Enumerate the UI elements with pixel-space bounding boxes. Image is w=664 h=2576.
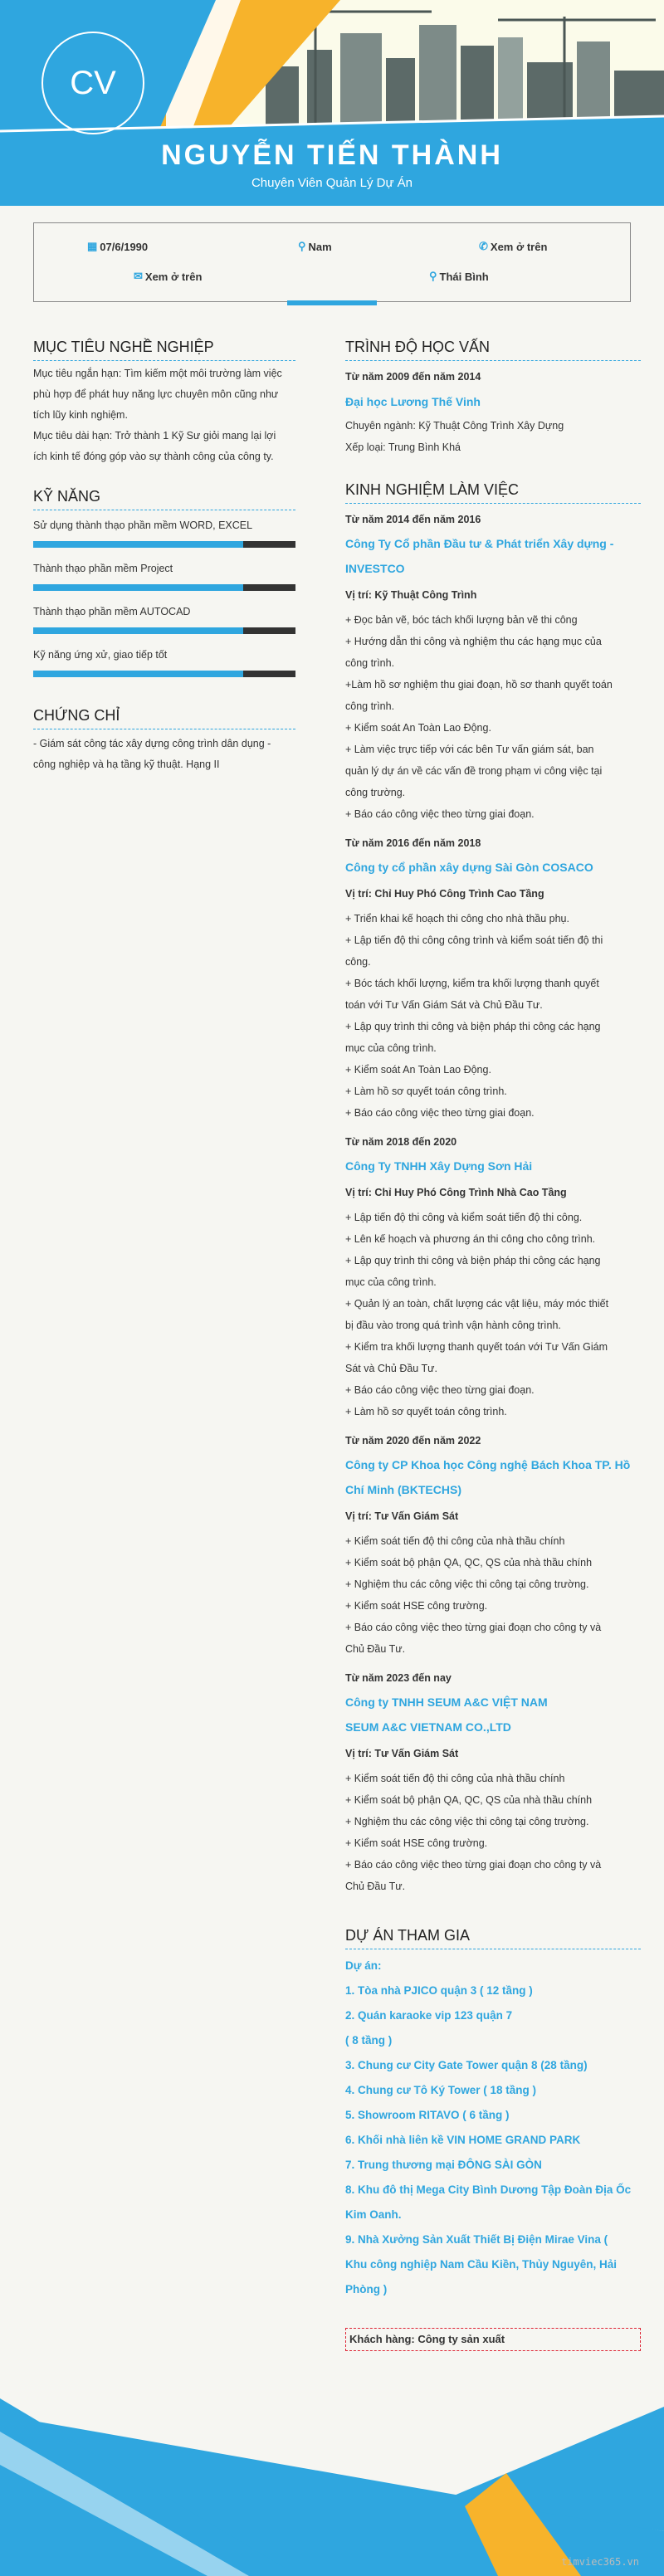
project-line: 2. Quán karaoke vip 123 quận 7	[345, 2009, 513, 2022]
job-position: Vị trí: Chỉ Huy Phó Công Trình Nhà Cao Tầng	[345, 1187, 567, 1198]
skill-fill	[33, 541, 243, 548]
job-duty-line: + Nghiệm thu các công việc thi công tại công trường.	[345, 1578, 589, 1590]
experience-item	[345, 1130, 641, 1422]
project-line: 6. Khối nhà liên kề VIN HOME GRAND PARK	[345, 2134, 581, 2146]
certificates-text	[33, 734, 307, 775]
phone-value: Xem ở trên	[490, 240, 548, 253]
education-grade: Xếp loại: Trung Bình Khá	[345, 442, 461, 453]
job-duty-line: + Lập tiến độ thi công và kiểm soát tiến độ thi công.	[345, 1212, 583, 1223]
project-line: Phòng )	[345, 2283, 388, 2295]
project-line: 8. Khu đô thị Mega City Bình Dương Tập Đoàn Địa Ốc	[345, 2183, 632, 2196]
experience-period: Từ năm 2018 đến 2020	[345, 1136, 457, 1148]
project-line: 4. Chung cư Tô Ký Tower ( 18 tầng )	[345, 2084, 537, 2096]
job-duty-line: công trường.	[345, 787, 406, 798]
personal-info-box	[33, 222, 631, 302]
job-duty-line: + Lập quy trình thi công và biện pháp thi công các hạng	[345, 1021, 601, 1032]
projects-list	[345, 1978, 641, 2302]
job-duty-line: + Kiểm soát HSE công trường.	[345, 1600, 488, 1612]
objective-text	[33, 363, 307, 467]
job-duty-line: + Bóc tách khối lượng, kiểm tra khối lượng thanh quyết	[345, 978, 599, 989]
email-icon: ✉	[134, 270, 143, 282]
job-duty-line: công.	[345, 956, 371, 968]
company-name: Công Ty Cổ phần Đầu tư & Phát triển Xây dựng -	[345, 537, 614, 550]
watermark: timviec365.vn	[561, 2556, 639, 2568]
job-duty-line: + Kiểm tra khối lượng thanh quyết toán với Tư Vấn Giám	[345, 1341, 608, 1353]
calendar-icon: ▦	[87, 240, 98, 252]
email-item	[134, 270, 202, 283]
experience-item	[345, 508, 641, 825]
job-duty-line: + Báo cáo công việc theo từng giai đoạn.	[345, 808, 535, 820]
skill-fill	[33, 584, 243, 591]
objective-line: ích kinh tế đóng góp vào sự thành công của công ty.	[33, 451, 274, 462]
project-line: Khu công nghiệp Nam Cầu Kiền, Thủy Nguyên, Hải	[345, 2258, 618, 2271]
company-name: Công ty TNHH SEUM A&C VIỆT NAM	[345, 1695, 548, 1709]
cv-logo	[42, 32, 144, 134]
experience-item	[345, 832, 641, 1124]
certificate-line: công nghiệp và hạ tầng kỹ thuật. Hạng II	[33, 759, 220, 770]
job-duty-line: mục của công trình.	[345, 1042, 437, 1054]
job-position: Vị trí: Kỹ Thuật Công Trình	[345, 589, 477, 601]
company-name: Công ty CP Khoa học Công nghệ Bách Khoa TP. Hồ	[345, 1458, 631, 1471]
company-name: Công ty cổ phần xây dựng Sài Gòn COSACO	[345, 861, 593, 874]
gender-item	[298, 240, 332, 253]
job-duty-line: + Kiểm soát An Toàn Lao Động.	[345, 1064, 491, 1076]
job-duty-line: + Kiểm soát An Toàn Lao Động.	[345, 722, 491, 734]
objective-line: tích lũy kinh nghiệm.	[33, 409, 128, 421]
header-banner	[0, 0, 664, 206]
company-name: Chí Minh (BKTECHS)	[345, 1483, 461, 1496]
birthday-item	[87, 240, 148, 253]
project-line: 3. Chung cư City Gate Tower quận 8 (28 tầng)	[345, 2059, 588, 2071]
job-duty-line: + Quản lý an toàn, chất lượng các vật liệu, máy móc thiết	[345, 1298, 609, 1310]
job-duty-line: Chủ Đầu Tư.	[345, 1881, 406, 1892]
project-line: 1. Tòa nhà PJICO quận 3 ( 12 tầng )	[345, 1984, 533, 1997]
education-title: TRÌNH ĐỘ HỌC VẤN	[345, 339, 641, 361]
job-duty-line: + Kiểm soát tiến độ thi công của nhà thầu chính	[345, 1773, 565, 1784]
job-duty-line: + Kiểm soát tiến độ thi công của nhà thầu chính	[345, 1535, 565, 1547]
skills-title: KỸ NĂNG	[33, 488, 295, 510]
job-duty-line: công trình.	[345, 657, 395, 669]
address-item	[429, 270, 489, 283]
skill-bar	[33, 627, 295, 634]
client-box: Khách hàng: Công ty sản xuất	[345, 2328, 641, 2351]
job-duty-line: toán với Tư Vấn Giám Sát và Chủ Đầu Tư.	[345, 999, 543, 1011]
skill-label: Thành thạo phần mềm AUTOCAD	[33, 606, 191, 617]
experience-period: Từ năm 2023 đến nay	[345, 1672, 452, 1684]
projects-heading: Dự án:	[345, 1959, 382, 1972]
job-duty-line: + Lập quy trình thi công và biện pháp thi công các hạng	[345, 1255, 601, 1266]
skill-label: Thành thạo phần mềm Project	[33, 563, 173, 574]
experience-period: Từ năm 2014 đến năm 2016	[345, 514, 481, 525]
job-duty-line: + Kiểm soát HSE công trường.	[345, 1837, 488, 1849]
education-period: Từ năm 2009 đến năm 2014	[345, 371, 481, 383]
skill-fill	[33, 627, 243, 634]
certificate-line: - Giám sát công tác xây dựng công trình dân dụng -	[33, 738, 271, 749]
job-duty-line: + Lên kế hoạch và phương án thi công cho công trình.	[345, 1233, 596, 1245]
job-duty-line: + Báo cáo công việc theo từng giai đoạn cho công ty và	[345, 1859, 602, 1871]
education-block	[345, 365, 641, 458]
cv-logo-text: CV	[70, 64, 116, 101]
location-pin-icon: ⚲	[429, 270, 437, 282]
address-value: Thái Bình	[439, 270, 489, 283]
job-duty-line: Chủ Đầu Tư.	[345, 1643, 406, 1655]
email-value: Xem ở trên	[144, 270, 203, 283]
footer-decoration	[0, 2374, 664, 2576]
job-duty-line: + Lập tiến độ thi công công trình và kiểm soát tiến độ thi	[345, 934, 603, 946]
skill-label: Kỹ năng ứng xử, giao tiếp tốt	[33, 649, 168, 661]
job-duty-line: + Báo cáo công việc theo từng giai đoạn.	[345, 1384, 535, 1396]
job-duty-line: + Báo cáo công việc theo từng giai đoạn.	[345, 1107, 535, 1119]
project-line: 7. Trung thương mại ĐÔNG SÀI GÒN	[345, 2159, 542, 2171]
job-duty-line: + Đọc bản vẽ, bóc tách khối lượng bản vẽ thi công	[345, 614, 578, 626]
job-duty-line: + Hướng dẫn thi công và nghiệm thu các hạng mục của	[345, 636, 602, 647]
experience-item	[345, 1429, 641, 1660]
job-position: Vị trí: Tư Vấn Giám Sát	[345, 1748, 459, 1759]
job-duty-line: + Làm việc trực tiếp với các bên Tư vấn giám sát, ban	[345, 744, 594, 755]
skill-fill	[33, 671, 243, 677]
job-duty-line: quản lý dự án về các vấn đề trong phạm vi công việc tại	[345, 765, 603, 777]
gender-value: Nam	[308, 240, 332, 253]
job-duty-line: + Triển khai kế hoạch thi công cho nhà thầu phụ.	[345, 913, 569, 925]
job-duty-line: mục của công trình.	[345, 1276, 437, 1288]
project-line: 9. Nhà Xưởng Sản Xuất Thiết Bị Điện Mirae Vina (	[345, 2233, 608, 2246]
job-position: Vị trí: Chỉ Huy Phó Công Trình Cao Tầng	[345, 888, 544, 900]
candidate-name: NGUYỄN TIẾN THÀNH	[161, 139, 503, 171]
person-icon: ⚲	[298, 240, 306, 252]
job-duty-line: + Nghiệm thu các công việc thi công tại công trường.	[345, 1816, 589, 1827]
objective-line: phù hợp để phát huy năng lực chuyên môn cũng như	[33, 388, 279, 400]
company-name: INVESTCO	[345, 562, 405, 575]
skill-bar	[33, 671, 295, 677]
school-name: Đại học Lương Thế Vinh	[345, 395, 481, 408]
job-duty-line: công trình.	[345, 700, 395, 712]
certificates-title: CHỨNG CHỈ	[33, 707, 295, 729]
birthday-value: 07/6/1990	[100, 240, 149, 253]
skill-bar	[33, 541, 295, 548]
objective-title: MỤC TIÊU NGHỀ NGHIỆP	[33, 339, 295, 361]
info-accent-bar	[287, 300, 377, 305]
job-position: Vị trí: Tư Vấn Giám Sát	[345, 1510, 459, 1522]
job-duty-line: + Báo cáo công việc theo từng giai đoạn cho công ty và	[345, 1622, 602, 1633]
project-line: Kim Oanh.	[345, 2208, 402, 2221]
objective-line: Mục tiêu ngắn hạn: Tìm kiếm một môi trường làm việc	[33, 368, 282, 379]
job-duty-line: + Làm hồ sơ quyết toán công trình.	[345, 1406, 507, 1417]
job-duty-line: bị đầu vào trong quá trình vận hành công trình.	[345, 1320, 561, 1331]
experience-period: Từ năm 2020 đến năm 2022	[345, 1435, 481, 1447]
job-duty-line: +Làm hồ sơ nghiệm thu giai đoạn, hồ sơ thanh quyết toán	[345, 679, 613, 690]
objective-line: Mục tiêu dài hạn: Trở thành 1 Kỹ Sư giỏi mang lại lợi	[33, 430, 276, 442]
job-title: Chuyên Viên Quản Lý Dự Án	[251, 176, 413, 190]
phone-icon: ✆	[479, 240, 488, 252]
skill-bar	[33, 584, 295, 591]
experience-list	[345, 508, 641, 1904]
job-duty-line: + Làm hồ sơ quyết toán công trình.	[345, 1086, 507, 1097]
job-duty-line: + Kiểm soát bộ phận QA, QC, QS của nhà thầu chính	[345, 1794, 593, 1806]
job-duty-line: Sát và Chủ Đầu Tư.	[345, 1363, 437, 1374]
skill-label: Sử dụng thành thạo phần mềm WORD, EXCEL	[33, 520, 253, 531]
experience-title: KINH NGHIỆM LÀM VIỆC	[345, 481, 641, 504]
projects-title: DỰ ÁN THAM GIA	[345, 1927, 641, 1949]
company-name: SEUM A&C VIETNAM CO.,LTD	[345, 1720, 511, 1734]
experience-period: Từ năm 2016 đến năm 2018	[345, 837, 481, 849]
education-major: Chuyên ngành: Kỹ Thuật Công Trình Xây Dựng	[345, 420, 564, 432]
project-line: ( 8 tầng )	[345, 2034, 393, 2047]
project-line: 5. Showroom RITAVO ( 6 tầng )	[345, 2109, 510, 2121]
company-name: Công Ty TNHH Xây Dựng Sơn Hải	[345, 1159, 533, 1173]
job-duty-line: + Kiểm soát bộ phận QA, QC, QS của nhà thầu chính	[345, 1557, 593, 1569]
phone-item	[479, 240, 547, 253]
experience-item	[345, 1666, 641, 1897]
projects-block	[345, 1954, 641, 2302]
